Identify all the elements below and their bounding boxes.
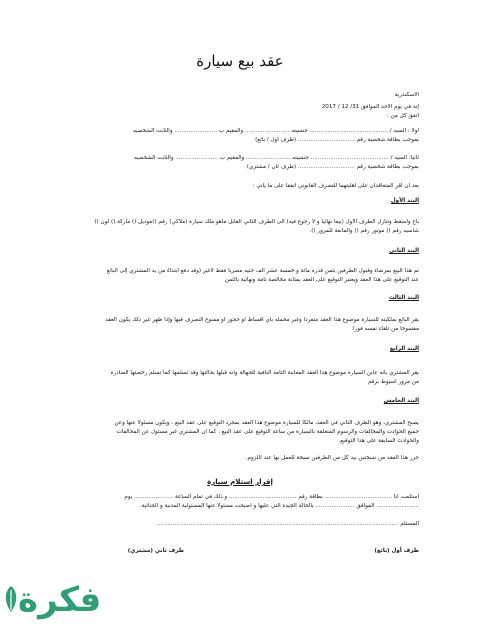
document-title: عقد بيع سيارة: [196, 52, 284, 70]
clause-1-line2: شاسيه رقم () موتور رقم () والمانعة للمرور ().: [309, 228, 419, 234]
clause-4-line2: من مرور أسيوط برقم: [367, 379, 419, 385]
clause-2-line1: تم هذا البيع بمرضاء وقبول الطرفين بثمن قدره مائة و خمسة عشر ألف جنيه مصرياً فقط لاغير (وقد دفع ابتداءً من يد المشتري إلى البائع: [106, 268, 419, 274]
clause-1-heading: البند الأول: [390, 198, 419, 204]
clause-2-line2: عند التوقيع على هذا العقد ويعتبر التوقيع على العقد بمثابة مخالصة تامة ونهائية بالثمن: [224, 277, 419, 283]
receiver-line: المستلم ........................................................................................................................................: [156, 521, 419, 527]
clause-4-line1: يقر المشتري بأنه عاين السيارة موضوع هذا العقد المعاينة التامة النافية للجهالة وأنه قبلها بحالتها وقد تسلمها كما تسلم رخصتها الصادرة: [110, 370, 419, 376]
receipt-line1: استلمت أنا ...................................... بطاقة رقم ...................................... و ذلك في تمام الساعة ...................... يوم: [124, 494, 419, 500]
clause-5-line1: يصبح المشتري، وهو الطرف الثاني في العقد، مالكاً للسيارة موضوع هذا العقد بمجرد التوقيع على عقد البيع ، ويكون مسئولاً عنها وعن: [114, 420, 419, 426]
closing-line: حرر هذا العقد من نسختين بيد كل من الطرفين نسخة للعمل بها عند اللزوم.: [245, 455, 419, 461]
clause-4-heading: البند الرابع: [389, 346, 419, 352]
party1-line1: أولاً : السيد / ............................................ جنسيته ......................... والمقيم ب ........................ والثابت الشخصيه: [132, 128, 419, 134]
party1-line2: بموجب بطاقة شخصية رقم ................................ (طرف أول / بائع): [255, 137, 419, 143]
clause-5-line2: جميع الحوادث والمخالفات والرسوم المتعلقة بالسيارة من ساعة التوقيع على عقد البيع ، كما أن المشتري غير مسئول عن المخالفات: [116, 429, 419, 435]
preamble: بعد أن أقر المتعاقدان على أهليتهما للتصرف القانوني اتفقا على ما يأتي :: [252, 183, 419, 189]
clause-3-line2: مفسوخاً من تلقاء نفسه فوراً.: [351, 326, 419, 332]
clause-5-heading: البند الخامس: [383, 398, 419, 404]
receipt-title: إقرار استلام سيارة: [207, 478, 273, 486]
signature-second-party: طرف ثاني (مشتري): [127, 548, 184, 554]
clause-5-line3: والحوادث السابقة على هذا التوقيع.: [338, 438, 419, 444]
party2-line1: ثانياً: السيد / ............................................ جنسيته ......................... والمقيم ب ........................ والثابت الشخصيه: [133, 155, 419, 161]
city-line: الاسكندرية: [394, 92, 419, 98]
watermark-logo: [0, 580, 130, 640]
signature-first-party: طرف أول (بائع): [374, 548, 419, 554]
receipt-line2: ........................ الموافق ...................... بالحالة الجيدة التي عليها و أصبحت مسئولا عنها المسئولية المدنية و الجنائية.: [139, 503, 419, 509]
party2-line2: بموجب بطاقة شخصية رقم ................................ (طرف ثان / مشتري): [246, 164, 419, 170]
agreed-line: اتفق كل من :: [387, 113, 419, 119]
clause-1-line1: باع وأسقط وتنازل الطرف الأول (بيعاً نهائياً و لا رجوع فيه) الى الطرف الثاني القابل ماهو ملك سيارة (ملاكي) رقم ()موديل () ماركة () لون (): [94, 219, 419, 225]
clause-3-heading: البند الثالث: [388, 295, 419, 301]
watermark-text: فكرة: [18, 580, 102, 620]
clause-2-heading: البند الثاني: [389, 248, 419, 254]
date-line: إنه في يوم الاحد الموافق 31/ 12 / 2017: [321, 104, 419, 110]
clause-3-line1: يقر البائع بملكيته للسيارة موضوع هذا العقد منفرداً وغير محمله بأي أقساط أو حجوز أو ممنوع التصرف فيها وإذا ظهر غير ذلك يكون العقد: [105, 317, 419, 323]
